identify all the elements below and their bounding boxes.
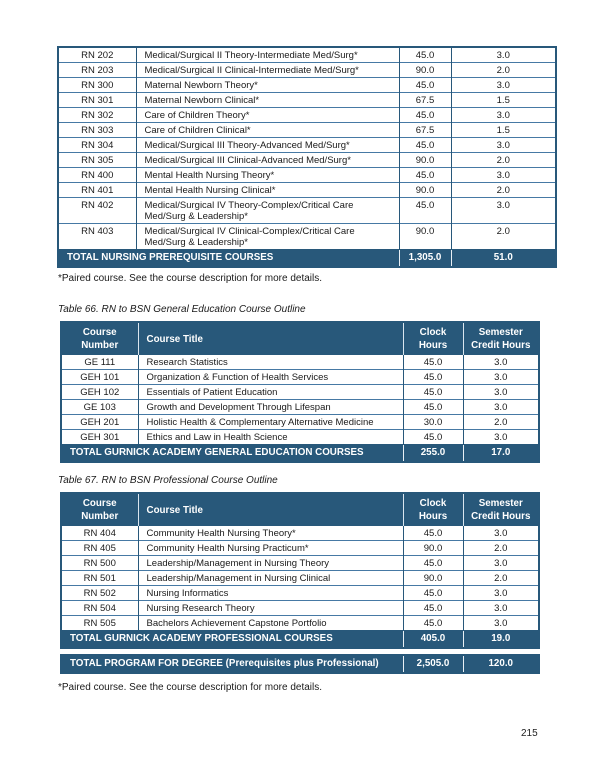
course-number-cell: RN 302 [58,108,136,123]
credit-hours-cell: 3.0 [463,601,539,616]
course-title-cell: Medical/Surgical II Theory-Intermediate Med/Surg* [136,47,399,63]
clock-hours-cell: 45.0 [399,198,451,224]
course-number-cell: RN 404 [83,528,116,539]
course-title-cell: Medical/Surgical III Theory-Advanced Med/Surg* [136,138,399,153]
credit-hours-cell: 3.0 [463,586,539,601]
course-number-cell: RN 505 [61,616,138,631]
clock-hours-cell: 67.5 [399,93,451,108]
credit-hours-cell: 2.0 [451,183,556,198]
clock-hours-cell: 90.0 [399,153,451,168]
table66-caption: Table 66. RN to BSN General Education Course Outline [58,304,306,315]
course-number-cell: RN 400 [58,168,136,183]
course-number-cell: RN 301 [58,93,136,108]
course-title-cell: Essentials of Patient Education [138,385,403,400]
clock-hours-cell: 67.5 [399,123,451,138]
course-row [61,601,539,616]
course-row [58,93,556,108]
clock-hours-cell: 45.0 [403,616,463,631]
course-row [61,556,539,571]
clock-hours-cell: 90.0 [399,63,451,78]
professional-total-row [61,631,539,649]
course-number-cell: RN 502 [61,586,138,601]
clock-hours-cell: 45.0 [403,430,463,445]
course-number-cell: GE 103 [61,400,138,415]
course-title-header: Course Title [138,322,403,355]
course-row [61,526,539,541]
total-credit-cell: 17.0 [463,445,539,463]
general-education-total-row [61,445,539,463]
course-title-cell: Mental Health Nursing Theory* [136,168,399,183]
course-number-cell: RN 500 [61,556,138,571]
course-number-cell: RN 504 [61,601,138,616]
course-title-cell: Care of Children Theory* [136,108,399,123]
credit-hours-cell: 3.0 [451,138,556,153]
total-label-cell: TOTAL PROGRAM FOR DEGREE (Prerequisites plus Professional) [61,655,403,673]
clock-hours-cell: 45.0 [403,526,463,541]
clock-hours-cell: 45.0 [399,78,451,93]
credit-hours-cell: 2.0 [451,224,556,250]
course-row [61,430,539,445]
course-title-header: Course Title [138,493,403,526]
clock-hours-cell: 45.0 [399,138,451,153]
course-number-cell: RN 202 [81,50,114,61]
course-number-cell: RN 303 [58,123,136,138]
total-credit-cell: 120.0 [463,655,539,673]
course-title-cell: Organization & Function of Health Services [138,370,403,385]
course-row [61,385,539,400]
course-number-cell: RN 300 [58,78,136,93]
course-number-cell: GEH 301 [61,430,138,445]
course-title-cell: Bachelors Achievement Capstone Portfolio [138,616,403,631]
course-title-cell: Nursing Informatics [138,586,403,601]
course-title-cell: Mental Health Nursing Clinical* [136,183,399,198]
paired-course-footnote: *Paired course. See the course description for more details. [58,273,323,284]
credit-hours-cell: 3.0 [451,78,556,93]
credit-hours-cell: 3.0 [451,198,556,224]
program-total-row [61,655,539,673]
clock-hours-cell: 45.0 [403,400,463,415]
credit-hours-cell: 2.0 [463,415,539,430]
page-number: 215 [521,728,538,739]
total-clock-cell: 255.0 [403,445,463,463]
clock-hours-cell: 45.0 [403,370,463,385]
course-title-cell: Care of Children Clinical* [136,123,399,138]
clock-hours-cell: 45.0 [399,108,451,123]
clock-hours-cell: 90.0 [399,183,451,198]
paired-course-footnote: *Paired course. See the course description for more details. [58,682,323,693]
credit-hours-cell: 2.0 [451,63,556,78]
total-clock-cell: 1,305.0 [399,250,451,268]
professional-course-table [60,492,540,649]
course-title-cell: Maternal Newborn Clinical* [136,93,399,108]
course-number-header: Course Number [61,322,138,355]
course-number-cell: GEH 102 [61,385,138,400]
credit-hours-cell: 2.0 [451,153,556,168]
course-row [58,153,556,168]
course-title-cell: Growth and Development Through Lifespan [138,400,403,415]
page-content [57,46,557,694]
credit-hours-cell: 2.0 [463,541,539,556]
course-title-cell: Leadership/Management in Nursing Clinical [138,571,403,586]
course-title-cell: Medical/Surgical III Clinical-Advanced Med/Surg* [136,153,399,168]
course-row [58,123,556,138]
total-label-cell: TOTAL NURSING PREREQUISITE COURSES [58,250,399,268]
total-label-cell: TOTAL GURNICK ACADEMY PROFESSIONAL COURSES [61,631,403,649]
course-number-cell: RN 402 [58,198,136,224]
table66-header-row [61,322,539,355]
course-title-cell: Medical/Surgical IV Theory-Complex/Critical Care Med/Surg & Leadership* [136,198,399,224]
course-row [61,616,539,631]
credit-hours-cell: 1.5 [451,123,556,138]
course-row [61,586,539,601]
course-row [61,541,539,556]
course-row [58,138,556,153]
course-row [58,108,556,123]
course-number-cell: RN 305 [58,153,136,168]
clock-hours-cell: 45.0 [403,385,463,400]
credit-hours-cell: 3.0 [463,370,539,385]
course-row [58,47,556,63]
course-row [58,183,556,198]
credit-hours-cell: 1.5 [451,93,556,108]
course-row [61,400,539,415]
course-number-cell: RN 403 [58,224,136,250]
clock-hours-cell: 90.0 [403,541,463,556]
course-row [58,168,556,183]
total-label-cell: TOTAL GURNICK ACADEMY GENERAL EDUCATION COURSES [61,445,403,463]
clock-hours-cell: 45.0 [403,556,463,571]
total-credit-cell: 51.0 [451,250,556,268]
credit-hours-header: Semester Credit Hours [463,493,539,526]
course-row [58,224,556,250]
course-row [58,78,556,93]
clock-hours-header: Clock Hours [403,493,463,526]
course-row [61,571,539,586]
course-row [61,370,539,385]
course-title-cell: Ethics and Law in Health Science [138,430,403,445]
clock-hours-header: Clock Hours [403,322,463,355]
credit-hours-cell: 2.0 [463,571,539,586]
prerequisite-total-row [58,250,556,268]
course-title-cell: Medical/Surgical II Clinical-Intermediate Med/Surg* [136,63,399,78]
credit-hours-cell: 3.0 [463,556,539,571]
credit-hours-cell: 3.0 [463,616,539,631]
total-credit-cell: 19.0 [463,631,539,649]
clock-hours-cell: 30.0 [403,415,463,430]
course-title-cell: Leadership/Management in Nursing Theory [138,556,403,571]
credit-hours-cell: 3.0 [451,108,556,123]
course-number-header: Course Number [61,493,138,526]
course-number-cell: RN 203 [58,63,136,78]
course-number-cell: RN 401 [58,183,136,198]
total-clock-cell: 405.0 [403,631,463,649]
course-number-cell: GE 111 [84,357,116,368]
course-number-cell: RN 501 [61,571,138,586]
credit-hours-cell: 3.0 [451,168,556,183]
credit-hours-cell: 3.0 [463,355,539,370]
course-number-cell: GEH 201 [61,415,138,430]
total-clock-cell: 2,505.0 [403,655,463,673]
course-number-cell: RN 304 [58,138,136,153]
clock-hours-cell: 45.0 [403,586,463,601]
credit-hours-header: Semester Credit Hours [463,322,539,355]
program-total-table [60,654,540,674]
course-row [61,355,539,370]
clock-hours-cell: 45.0 [403,355,463,370]
course-title-cell: Research Statistics [138,355,403,370]
course-title-cell: Holistic Health & Complementary Alternative Medicine [138,415,403,430]
course-row [58,63,556,78]
course-title-cell: Community Health Nursing Theory* [138,526,403,541]
clock-hours-cell: 45.0 [399,168,451,183]
clock-hours-cell: 45.0 [403,601,463,616]
credit-hours-cell: 3.0 [463,430,539,445]
course-row [58,198,556,224]
credit-hours-cell: 3.0 [463,400,539,415]
course-row [61,415,539,430]
credit-hours-cell: 3.0 [463,385,539,400]
nursing-prerequisite-table [57,46,557,268]
course-title-cell: Maternal Newborn Theory* [136,78,399,93]
course-title-cell: Medical/Surgical IV Clinical-Complex/Critical Care Med/Surg & Leadership* [136,224,399,250]
credit-hours-cell: 3.0 [463,526,539,541]
clock-hours-cell: 90.0 [403,571,463,586]
course-number-cell: RN 405 [61,541,138,556]
clock-hours-cell: 90.0 [399,224,451,250]
table67-header-row [61,493,539,526]
course-title-cell: Nursing Research Theory [138,601,403,616]
table67-caption: Table 67. RN to BSN Professional Course Outline [58,475,278,486]
clock-hours-cell: 45.0 [399,47,451,63]
course-title-cell: Community Health Nursing Practicum* [138,541,403,556]
general-education-table [60,321,540,463]
course-number-cell: GEH 101 [61,370,138,385]
credit-hours-cell: 3.0 [451,47,556,63]
